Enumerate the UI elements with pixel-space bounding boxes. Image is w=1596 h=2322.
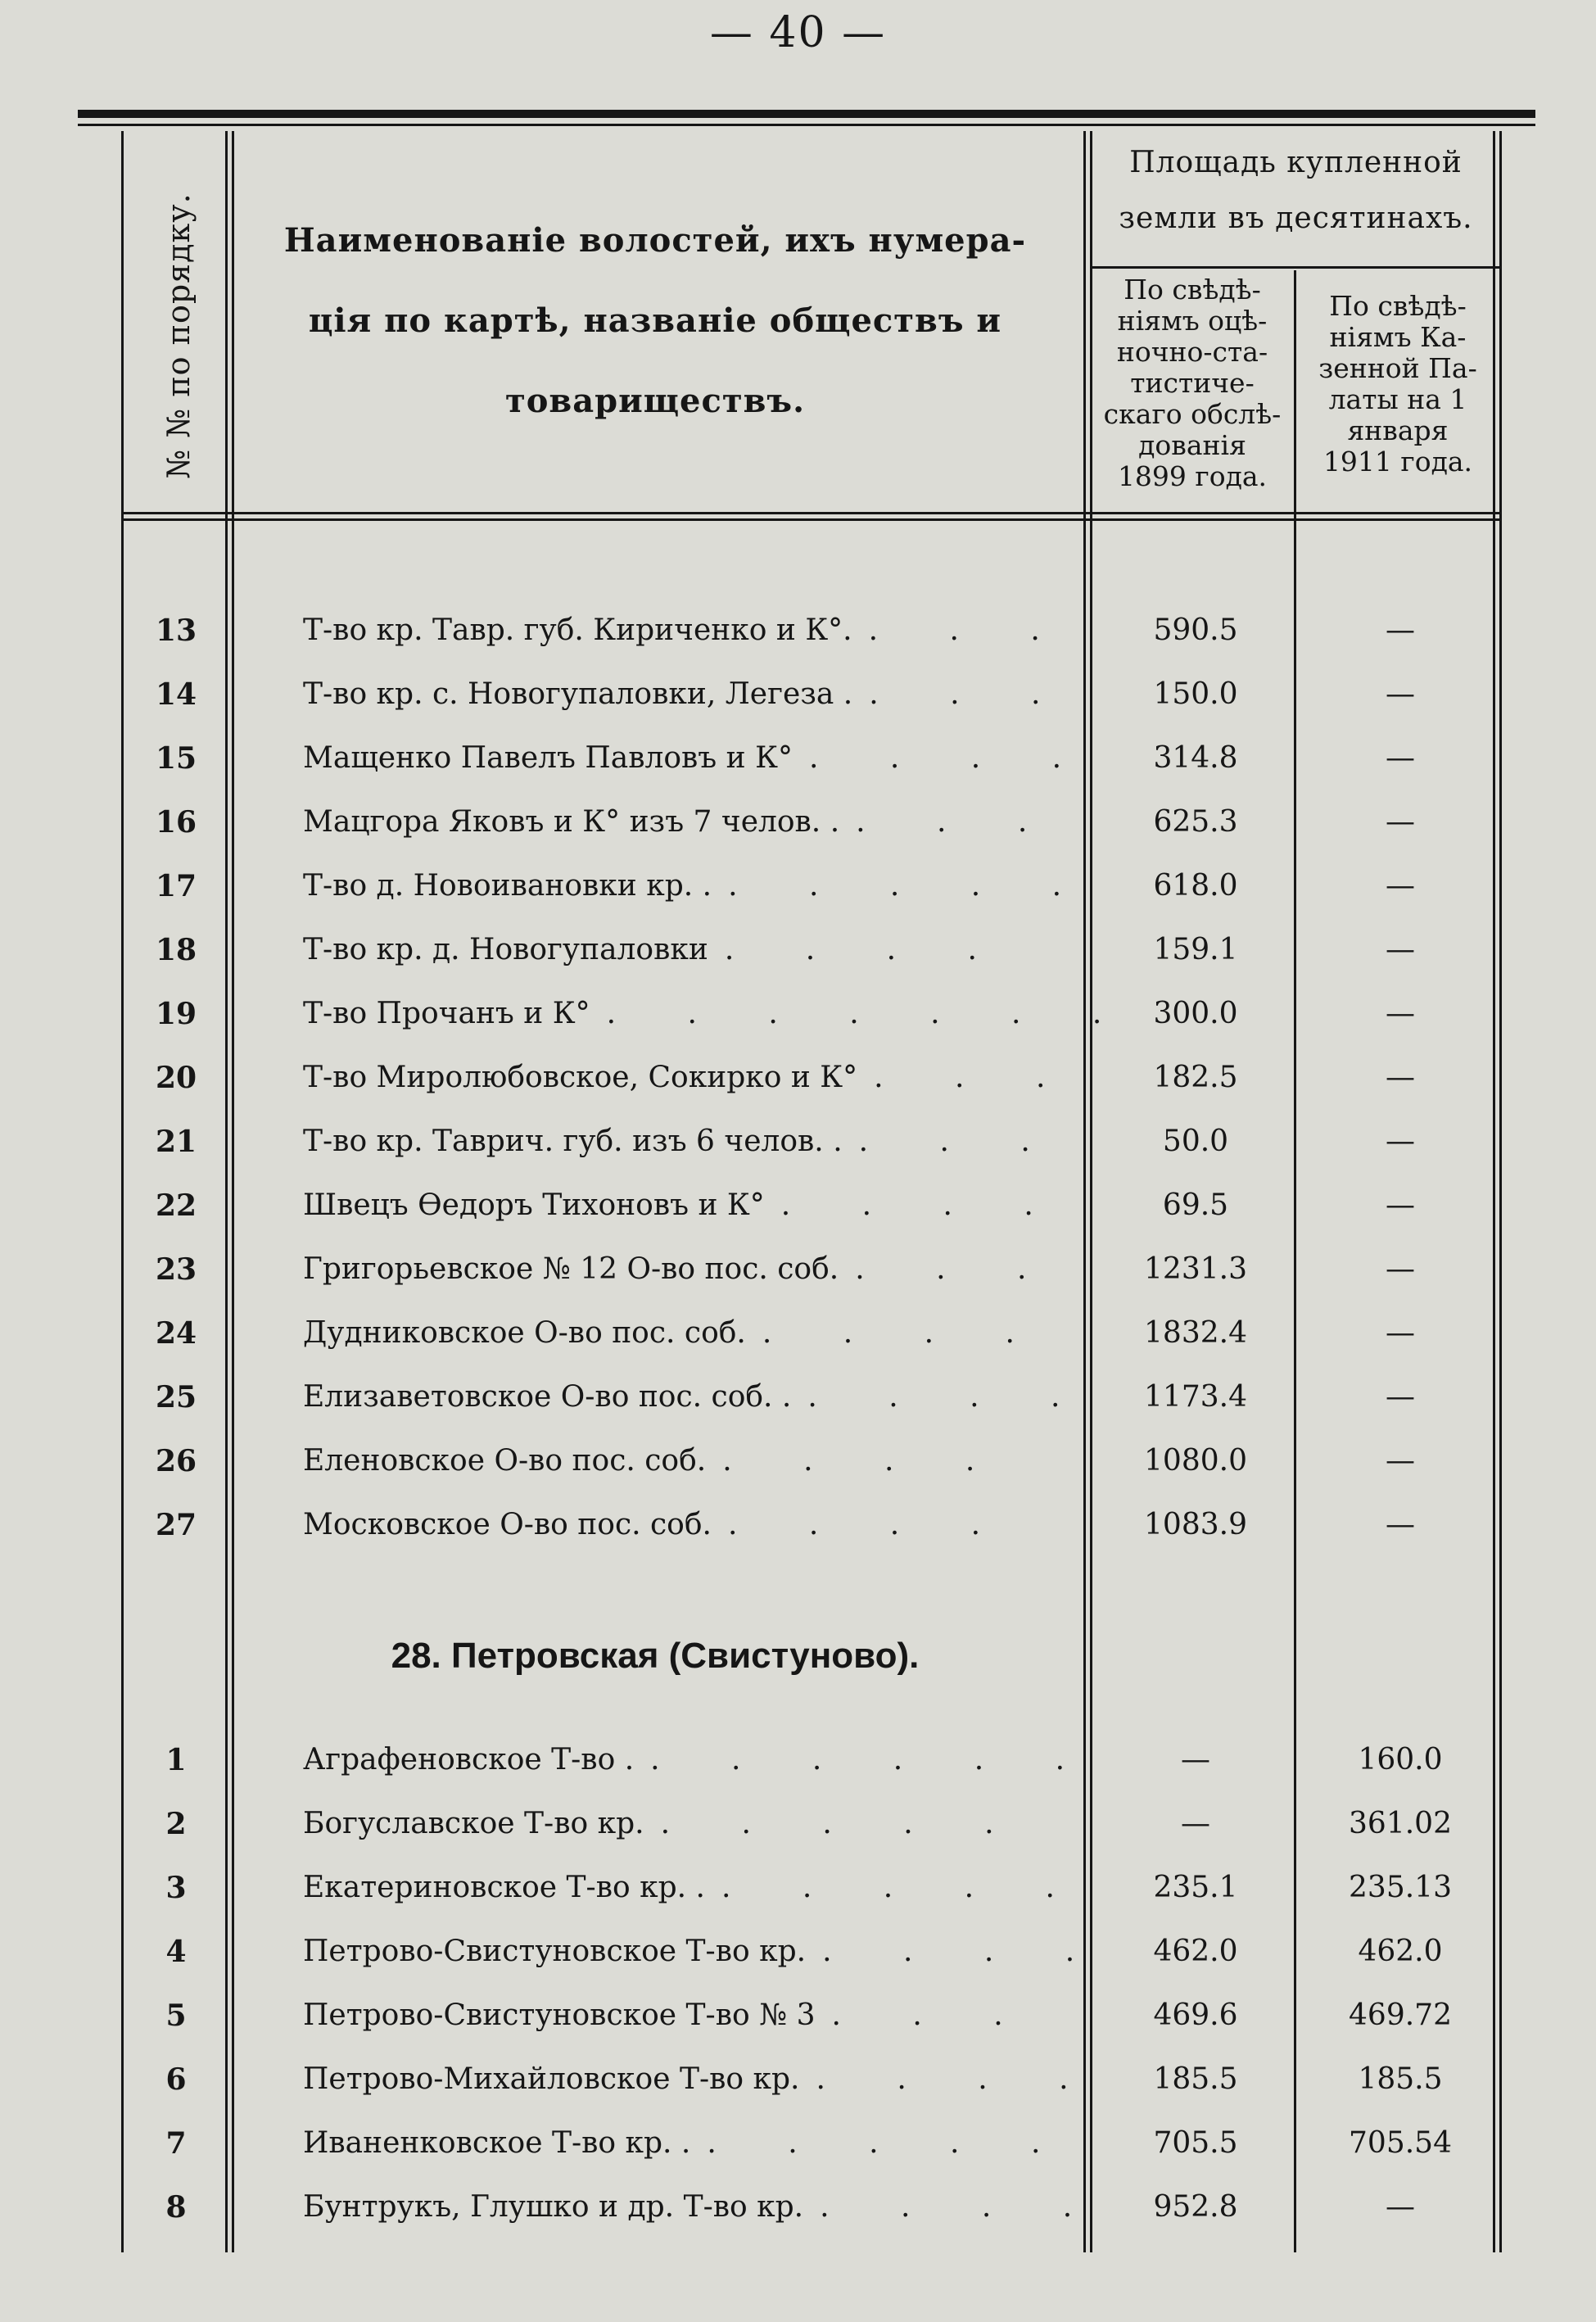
row-name [303, 1728, 1096, 1792]
header-sub1-line: тистиче- [1130, 367, 1255, 399]
top-rule-thick [78, 110, 1535, 118]
row-value-1899: 1231.3 [1144, 1252, 1247, 1286]
row-name-text: Т-во кр. Тавр. губ. Кириченко и К°. [303, 613, 852, 647]
row-value-1899: 50.0 [1162, 1125, 1229, 1158]
row-value-1911: 185.5 [1358, 2062, 1443, 2096]
row-value-1911: — [1386, 1125, 1415, 1158]
header-sub2-line: По свѣдѣ- [1329, 290, 1467, 322]
row-name [303, 1792, 1073, 1856]
table-row [0, 1174, 1596, 1238]
row-name-text: Елизаветовское О-во пос. соб. . [303, 1380, 792, 1414]
header-sub1-line: дованія [1138, 429, 1246, 461]
table-row [0, 918, 1596, 982]
row-value-1899: 314.8 [1153, 741, 1238, 775]
row-number: 17 [155, 869, 197, 903]
row-value-1911: 705.54 [1349, 2126, 1452, 2160]
table-row [0, 1984, 1596, 2048]
row-number: 21 [155, 1125, 197, 1159]
row-name-text: Бунтрукъ, Глушко и др. Т-во кр. [303, 2190, 804, 2224]
row-name-text: Петрово-Свистуновское Т-во кр. [303, 1935, 807, 1968]
table-row [0, 1493, 1596, 1557]
row-value-1911: — [1386, 869, 1415, 903]
row-value-1911: — [1386, 2190, 1415, 2224]
table-row [0, 726, 1596, 790]
row-number: 6 [165, 2062, 187, 2097]
header-bottom-rule [121, 518, 1502, 521]
row-value-1911: — [1386, 1061, 1415, 1094]
row-leader-dots: . . . . [780, 1188, 1065, 1222]
header-sub1-line: ночно-ста- [1116, 336, 1268, 368]
header-sub2-line: зенной Па- [1318, 352, 1477, 384]
page-number: — 40 — [709, 8, 887, 57]
row-name-text: Дудниковское О-во пос. соб. [303, 1316, 746, 1350]
row-leader-dots: . . . [858, 1125, 1061, 1158]
row-leader-dots: . . . . . . [650, 1743, 1096, 1777]
row-number: 26 [155, 1444, 197, 1478]
row-name [303, 663, 1073, 726]
row-leader-dots: . . . [869, 677, 1072, 711]
row-name [303, 1046, 1077, 1110]
table-row [0, 2175, 1596, 2239]
row-value-1899: 300.0 [1153, 997, 1238, 1030]
row-name-text: Богуславское Т-во кр. [303, 1807, 644, 1840]
row-value-1899: 1080.0 [1144, 1444, 1247, 1478]
row-name-text: Иваненковское Т-во кр. . [303, 2126, 691, 2160]
row-number: 3 [165, 1871, 187, 1905]
row-value-1911: — [1386, 741, 1415, 775]
row-value-1899: 462.0 [1153, 1935, 1238, 1968]
header-bottom-rule [121, 512, 1502, 514]
row-name-text: Мацгора Яковъ и К° изъ 7 челов. . [303, 805, 840, 839]
row-value-1911: 469.72 [1349, 1998, 1452, 2032]
row-value-1899: 1832.4 [1144, 1316, 1247, 1350]
row-name [303, 1174, 1073, 1238]
row-number: 18 [155, 933, 197, 967]
row-number: 27 [155, 1508, 197, 1542]
row-name [303, 1301, 1073, 1365]
row-name-text: Еленовское О-во пос. соб. [303, 1444, 707, 1478]
row-name [303, 1493, 1073, 1557]
table-row [0, 2048, 1596, 2112]
row-leader-dots: . . . [868, 613, 1071, 647]
row-value-1899: 185.5 [1153, 2062, 1238, 2096]
row-value-1899: 705.5 [1153, 2126, 1238, 2160]
row-number: 1 [165, 1743, 187, 1777]
row-name [303, 918, 1073, 982]
row-value-1899: 469.6 [1153, 1998, 1238, 2032]
row-value-1911: — [1386, 1380, 1415, 1414]
table-row [0, 663, 1596, 726]
row-number: 8 [165, 2190, 187, 2225]
row-name [303, 2048, 1100, 2112]
table-row [0, 1429, 1596, 1493]
row-leader-dots: . . . . [820, 2190, 1104, 2224]
table-row [0, 1238, 1596, 1301]
row-name [303, 599, 1073, 663]
row-name [303, 1920, 1106, 1984]
row-leader-dots: . . . [856, 805, 1059, 839]
table-row [0, 599, 1596, 663]
row-name-text: Т-во кр. д. Новогупаловки [303, 933, 708, 966]
table-row [0, 982, 1596, 1046]
row-leader-dots: . . . [855, 1252, 1058, 1286]
header-area-line: земли въ десятинахъ. [1119, 201, 1473, 235]
row-value-1899: 618.0 [1153, 869, 1238, 903]
table-row [0, 1920, 1596, 1984]
row-value-1899: 159.1 [1153, 933, 1238, 966]
row-number: 22 [155, 1188, 197, 1223]
row-name [303, 1110, 1073, 1174]
row-value-1911: — [1386, 1444, 1415, 1478]
row-value-1911: — [1386, 805, 1415, 839]
row-leader-dots: . . . . [762, 1316, 1046, 1350]
header-area-line: Площадь купленной [1129, 146, 1463, 179]
row-value-1911: — [1386, 1188, 1415, 1222]
row-name-text: Московское О-во пос. соб. [303, 1508, 712, 1541]
header-name-line: Наименованіе волостей, ихъ нумера- [283, 221, 1027, 260]
row-value-1899: 1083.9 [1144, 1508, 1247, 1541]
header-name-column [237, 201, 1073, 441]
row-number: 23 [155, 1252, 197, 1287]
row-name-text: Т-во кр. с. Новогупаловки, Легеза . [303, 677, 853, 711]
header-subcolumn-1911 [1300, 291, 1496, 478]
row-name-text: Аграфеновское Т-во . [303, 1743, 635, 1777]
table-row [0, 1046, 1596, 1110]
row-name-text: Петрово-Михайловское Т-во кр. [303, 2062, 800, 2096]
row-name-text: Т-во Миролюбовское, Сокирко и К° [303, 1061, 858, 1094]
row-number: 16 [155, 805, 197, 840]
table-row [0, 1792, 1596, 1856]
row-leader-dots: . . . . . [728, 869, 1093, 903]
row-leader-dots: . . . . [816, 2062, 1100, 2096]
row-leader-dots: . . . . . [707, 2126, 1072, 2160]
row-name [303, 1856, 1086, 1920]
row-value-1899: 150.0 [1153, 677, 1238, 711]
row-value-1911: 160.0 [1358, 1743, 1443, 1777]
row-value-1899: 625.3 [1153, 805, 1238, 839]
header-number-column: № № по порядку. [161, 192, 197, 479]
row-leader-dots: . . . . . [721, 1871, 1086, 1904]
row-value-1899: 1173.4 [1144, 1380, 1247, 1414]
row-number: 19 [155, 997, 197, 1031]
row-leader-dots: . . . . . [660, 1807, 1025, 1840]
row-value-1911: — [1386, 997, 1415, 1030]
header-sub2-line: января [1347, 414, 1449, 446]
row-name-text: Григорьевское № 12 О-во пос. соб. [303, 1252, 839, 1286]
header-sub2-line: 1911 года. [1322, 446, 1473, 478]
row-value-1899: — [1181, 1807, 1210, 1840]
top-rule-thin [78, 124, 1535, 126]
header-sub2-line: латы на 1 [1328, 383, 1467, 415]
row-number: 13 [155, 613, 197, 648]
row-number: 15 [155, 741, 197, 776]
row-name [303, 1984, 1073, 2048]
row-number: 7 [165, 2126, 187, 2161]
header-sub1-line: скаго обслѣ- [1103, 398, 1282, 430]
row-value-1911: — [1386, 1316, 1415, 1350]
row-name [303, 1365, 1092, 1429]
table-row [0, 854, 1596, 918]
table-row [0, 1856, 1596, 1920]
row-number: 14 [155, 677, 197, 712]
header-sub2-line: ніямъ Ка- [1329, 321, 1467, 353]
row-name-text: Т-во кр. Таврич. губ. изъ 6 челов. . [303, 1125, 843, 1158]
row-value-1911: — [1386, 933, 1415, 966]
table-row [0, 1110, 1596, 1174]
row-value-1911: — [1386, 1252, 1415, 1286]
row-value-1899: 182.5 [1153, 1061, 1238, 1094]
row-value-1911: — [1386, 677, 1415, 711]
row-leader-dots: . . . . . . . [606, 997, 1133, 1030]
row-leader-dots: . . . . [722, 1444, 1006, 1478]
row-value-1911: 361.02 [1349, 1807, 1452, 1840]
row-leader-dots: . . . [874, 1061, 1077, 1094]
row-value-1899: 952.8 [1153, 2190, 1238, 2224]
row-name [303, 2112, 1073, 2175]
row-number: 5 [165, 1998, 187, 2033]
row-leader-dots: . . . . [808, 741, 1093, 775]
header-name-line: товариществъ. [504, 382, 806, 420]
header-sub1-line: ніямъ оцѣ- [1117, 305, 1268, 337]
row-name [303, 2175, 1104, 2239]
row-name [303, 1429, 1073, 1493]
row-leader-dots: . . . . [822, 1935, 1106, 1968]
row-name [303, 726, 1093, 790]
table-row [0, 1301, 1596, 1365]
row-name-text: Швецъ Ѳедоръ Тихоновъ и К° [303, 1188, 765, 1222]
row-name-text: Петрово-Свистуновское Т-во № 3 [303, 1998, 816, 2032]
row-number: 25 [155, 1380, 197, 1414]
row-leader-dots: . . . . [807, 1380, 1092, 1414]
row-name-text: Т-во Прочанъ и К° [303, 997, 590, 1030]
table-row [0, 790, 1596, 854]
row-name [303, 854, 1093, 918]
row-number: 24 [155, 1316, 197, 1351]
table-row [0, 1728, 1596, 1792]
row-name-text: Мащенко Павелъ Павловъ и К° [303, 741, 793, 775]
row-name [303, 790, 1073, 854]
header-sub1-line: По свѣдѣ- [1124, 274, 1261, 306]
row-value-1899: 590.5 [1153, 613, 1238, 647]
header-subcolumn-1899 [1093, 274, 1291, 492]
row-number: 4 [165, 1935, 187, 1969]
row-number: 20 [155, 1061, 197, 1095]
header-area-column [1093, 135, 1499, 247]
row-value-1911: — [1386, 613, 1415, 647]
header-name-line: ція по картѣ, названіе обществъ и [308, 301, 1002, 340]
row-name-text: Екатериновское Т-во кр. . [303, 1871, 705, 1904]
row-name [303, 1238, 1073, 1301]
row-name [303, 982, 1133, 1046]
row-leader-dots: . . . . [727, 1508, 1012, 1541]
row-value-1911: — [1386, 1508, 1415, 1541]
row-value-1899: 69.5 [1162, 1188, 1229, 1222]
row-value-1899: — [1181, 1743, 1210, 1777]
row-value-1911: 235.13 [1349, 1871, 1452, 1904]
row-name-text: Т-во д. Новоивановки кр. . [303, 869, 712, 903]
row-value-1911: 462.0 [1358, 1935, 1443, 1968]
table-row [0, 2112, 1596, 2175]
row-value-1899: 235.1 [1153, 1871, 1238, 1904]
header-sub1-line: 1899 года. [1117, 460, 1268, 492]
header-subdivider [1090, 266, 1499, 269]
section-title: 28. Петровская (Свистуново). [391, 1636, 920, 1676]
row-leader-dots: . . . . [724, 933, 1008, 966]
row-number: 2 [165, 1807, 187, 1841]
table-row [0, 1365, 1596, 1429]
row-leader-dots: . . . [831, 1998, 1034, 2032]
